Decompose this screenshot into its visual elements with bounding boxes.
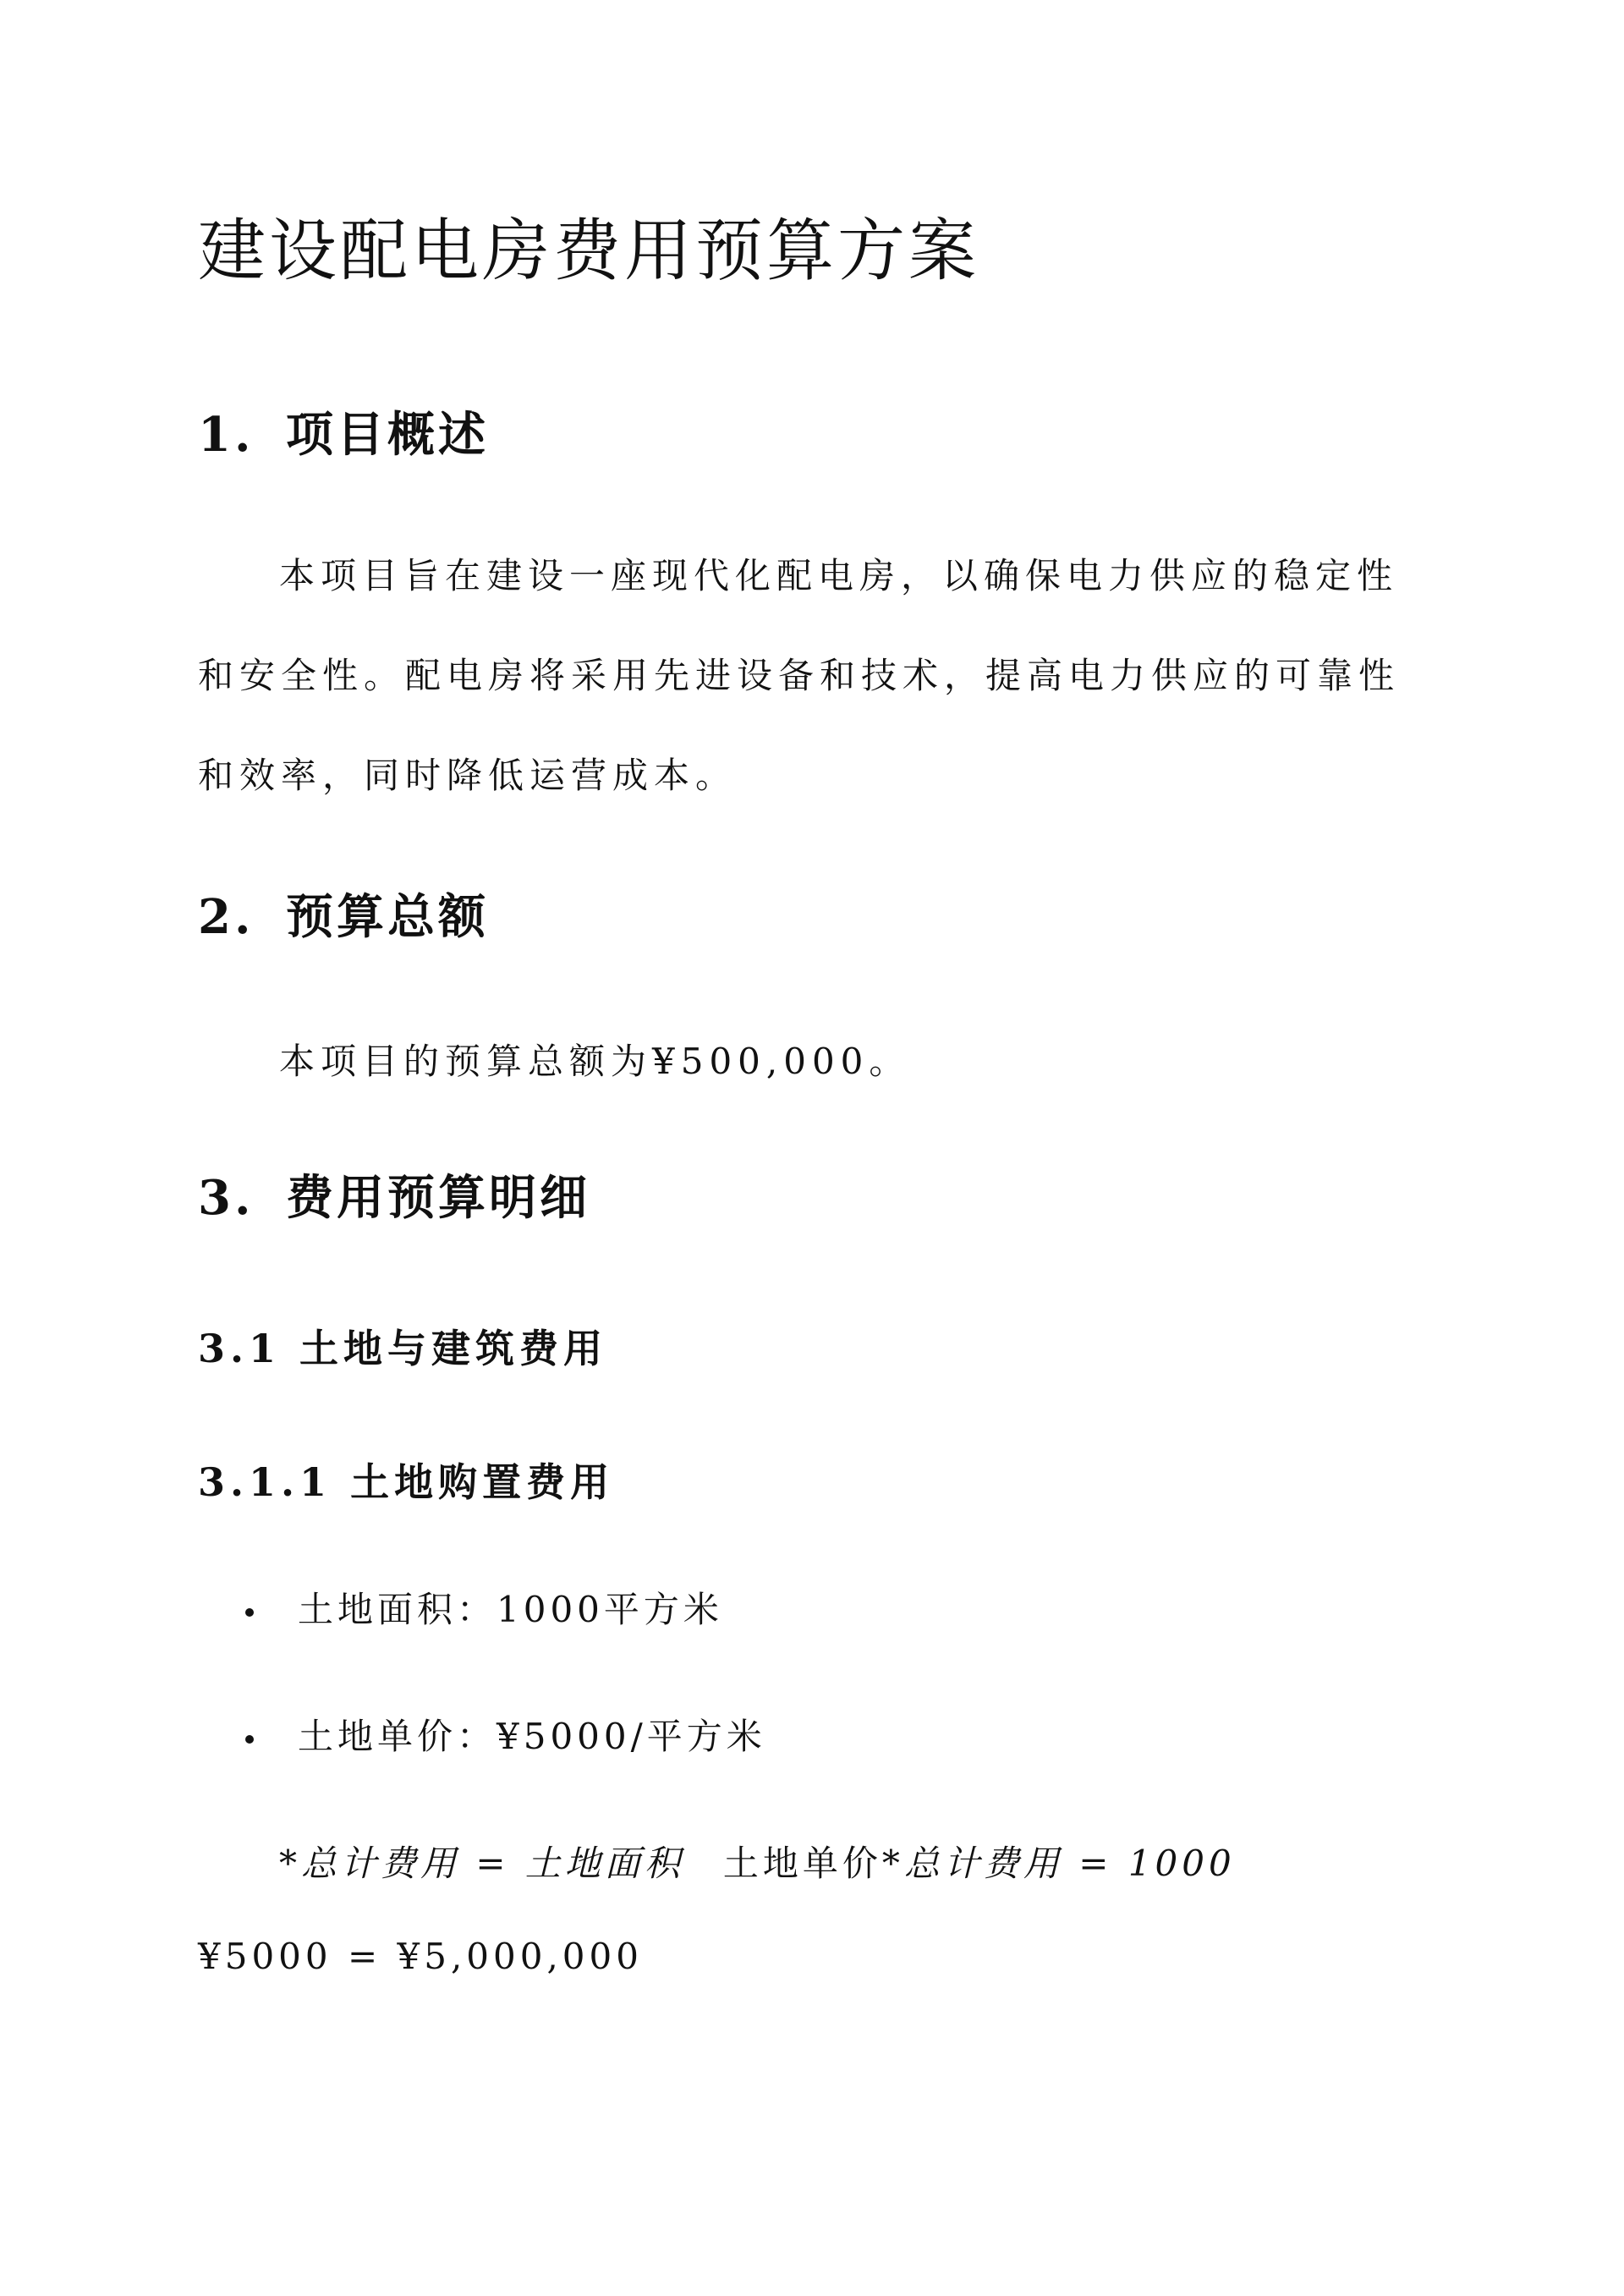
document-title: 建设配电房费用预算方案 bbox=[198, 211, 979, 290]
formula-line-2: ¥5000 = ¥5,000,000 bbox=[198, 1936, 643, 1977]
subsection-3-1-1-heading: 3.1.1 土地购置费用 bbox=[198, 1459, 615, 1505]
section-1-paragraph-line-3: 和效率，同时降低运营成本。 bbox=[198, 755, 738, 796]
list-item bbox=[245, 1709, 766, 1760]
formula-italic-part-1: *总计费用 = 土地面积 bbox=[279, 1843, 684, 1884]
section-2-paragraph: 本项目的预算总额为¥500,000。 bbox=[279, 1041, 911, 1082]
section-1-number: 1. bbox=[198, 407, 255, 463]
subsection-3-1-heading: 3.1 土地与建筑费用 bbox=[198, 1326, 608, 1371]
section-2-heading bbox=[198, 880, 489, 948]
formula-normal-part: 土地单价* bbox=[722, 1843, 904, 1884]
list-item-text: 土地单价：¥5000/平方米 bbox=[298, 1716, 766, 1757]
formula-italic-part-2: 总计费用 = 1000 bbox=[903, 1843, 1236, 1884]
section-1-heading bbox=[198, 398, 489, 465]
bullet-icon bbox=[245, 1608, 254, 1617]
section-1-paragraph-line-1: 本项目旨在建设一座现代化配电房，以确保电力供应的稳定性 bbox=[279, 555, 1399, 596]
section-3-title: 费用预算明细 bbox=[286, 1170, 590, 1226]
section-3-heading bbox=[198, 1161, 590, 1228]
list-item-text: 土地面积：1000平方米 bbox=[298, 1589, 723, 1630]
section-2-number: 2. bbox=[198, 889, 255, 945]
section-1-paragraph-line-2: 和安全性。配电房将采用先进设备和技术，提高电力供应的可靠性 bbox=[198, 655, 1401, 696]
list-item bbox=[245, 1582, 723, 1633]
bullet-icon bbox=[245, 1735, 254, 1744]
section-3-number: 3. bbox=[198, 1170, 255, 1226]
formula-line-1 bbox=[279, 1836, 1236, 1887]
section-2-title: 预算总额 bbox=[286, 889, 489, 945]
section-1-title: 项目概述 bbox=[286, 407, 489, 463]
